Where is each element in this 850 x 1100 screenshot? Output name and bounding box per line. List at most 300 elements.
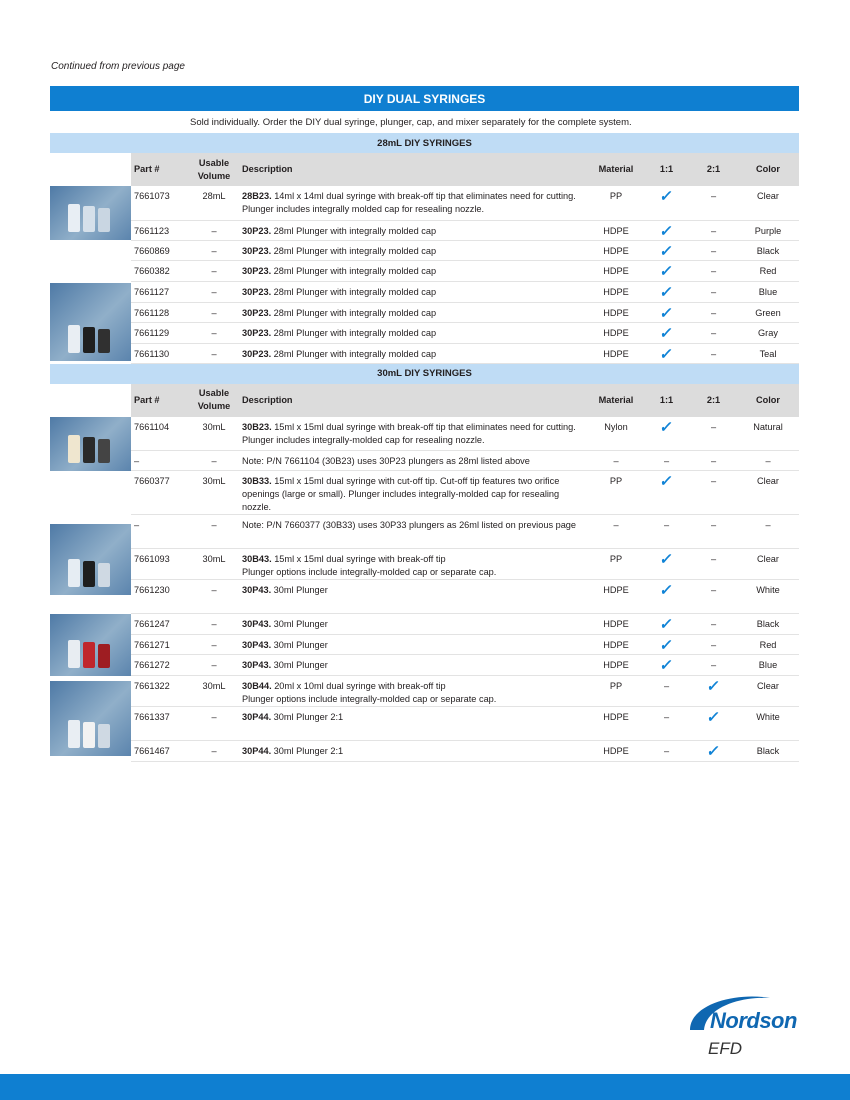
material: HDPE [589, 302, 643, 322]
ratio-1-1 [643, 549, 690, 580]
description-line1 [242, 190, 586, 203]
description-text: 30ml Plunger 2:1 [271, 746, 344, 756]
color-value: – [737, 515, 799, 549]
table-row [50, 322, 799, 343]
color-value: Gray [737, 322, 799, 343]
description-line1 [242, 553, 586, 566]
table-row [50, 655, 799, 676]
dash-mark: – [663, 520, 670, 530]
ratio-2-1 [690, 302, 737, 322]
part-number: 7661337 [131, 707, 189, 741]
ratio-1-1 [643, 417, 690, 451]
product-code: 30B23. [242, 421, 272, 432]
image-wrap [50, 417, 131, 471]
dash-mark: – [710, 265, 717, 276]
dash-mark: – [710, 520, 717, 530]
image-wrap [50, 186, 131, 240]
color-value: Teal [737, 343, 799, 363]
intro-text: Sold individually. Order the DIY dual syringe, plunger, cap, and mixer separately for the complete system. [190, 116, 632, 128]
syringe-shape [83, 722, 95, 748]
part-number: 7661104 [131, 417, 189, 451]
part-number: – [131, 515, 189, 549]
syringe-shape [83, 642, 95, 668]
part-number: 7661073 [131, 186, 189, 220]
usable-volume: – [189, 322, 239, 343]
usable-volume: 28mL [189, 186, 239, 220]
description-text: 28ml Plunger with integrally molded cap [271, 348, 437, 359]
material: HDPE [589, 655, 643, 676]
description-text: 15ml x 15ml dual syringe with cut-off tip. Cut-off tip features two orifice [271, 476, 560, 486]
dash-mark: – [710, 554, 717, 564]
ratio-2-1 [690, 741, 737, 762]
color-value: Clear [737, 549, 799, 580]
ratio-1-1 [643, 515, 690, 549]
product-code: 28B23. [242, 191, 272, 201]
description [239, 741, 589, 762]
table-header-row [50, 153, 799, 186]
image-wrap [50, 681, 131, 756]
product-code: 30B44. [242, 681, 272, 691]
product-code: 30P23. [242, 327, 272, 338]
description [239, 260, 589, 281]
description [239, 322, 589, 343]
syringe-shape [98, 208, 110, 232]
usable-volume: – [189, 220, 239, 240]
description-text: 28ml Plunger with integrally molded cap [271, 225, 437, 236]
color-value: Clear [737, 471, 799, 515]
part-number: 7661230 [131, 580, 189, 614]
product-table [50, 153, 799, 364]
product-code: 30P23. [242, 265, 272, 276]
dash-mark: – [710, 191, 717, 201]
syringe-shape [68, 325, 80, 353]
description [239, 220, 589, 240]
checkmark-icon: ✓ [658, 304, 675, 322]
table-row [50, 240, 799, 260]
header-material: Material [589, 384, 643, 417]
dash-mark: – [663, 746, 670, 756]
dash-mark: – [710, 619, 717, 629]
checkmark-icon: ✓ [658, 582, 675, 599]
table-row [50, 549, 799, 580]
page-title: DIY DUAL SYRINGES [50, 86, 799, 111]
checkmark-icon: ✓ [705, 678, 722, 695]
table-row [50, 343, 799, 363]
description-text: 15ml x 15ml dual syringe with break-off tip that eliminates need for cutting. [271, 421, 576, 432]
header-image-cell [50, 153, 131, 186]
usable-volume: 30mL [189, 549, 239, 580]
checkmark-icon: ✓ [705, 743, 722, 760]
header-volume-line1: Usable [198, 157, 230, 168]
description-line1 [242, 475, 586, 488]
usable-volume: – [189, 302, 239, 322]
ratio-1-1 [643, 580, 690, 614]
usable-volume: – [189, 580, 239, 614]
image-cell [50, 260, 131, 363]
syringe-shape [68, 435, 80, 463]
material: HDPE [589, 220, 643, 240]
description-text: 28ml Plunger with integrally molded cap [271, 327, 437, 338]
ratio-1-1 [643, 707, 690, 741]
syringe-shape [83, 327, 95, 353]
usable-volume: – [189, 741, 239, 762]
part-number: 7661247 [131, 614, 189, 635]
part-number: 7660382 [131, 260, 189, 281]
ratio-1-1 [643, 322, 690, 343]
product-sections [50, 133, 799, 762]
usable-volume: – [189, 451, 239, 471]
color-value: Black [737, 741, 799, 762]
description-line1 [242, 584, 586, 597]
material: HDPE [589, 580, 643, 614]
description [239, 471, 589, 515]
ratio-2-1 [690, 343, 737, 363]
material: HDPE [589, 240, 643, 260]
section-title: 30mL DIY SYRINGES [50, 364, 799, 384]
color-value: Red [737, 260, 799, 281]
ratio-1-1 [643, 655, 690, 676]
usable-volume: – [189, 260, 239, 281]
description-line2: Plunger options include integrally-molded cap or separate cap. [242, 694, 497, 704]
description [239, 451, 589, 471]
header-volume-line1: Usable [198, 388, 230, 398]
description [239, 707, 589, 741]
description-line1 [242, 455, 586, 468]
description-text: Note: P/N 7660377 (30B33) uses 30P33 plungers as 26ml listed on previous page [242, 520, 577, 530]
image-cell [50, 614, 131, 676]
description [239, 655, 589, 676]
product-code: 30P44. [242, 712, 272, 722]
syringe-shape [98, 644, 110, 668]
ratio-2-1 [690, 707, 737, 741]
image-cell [50, 471, 131, 614]
description-line1 [242, 265, 586, 278]
dash-mark: – [710, 245, 717, 256]
header-volume-line2: Volume [197, 401, 231, 411]
ratio-2-1 [690, 451, 737, 471]
ratio-2-1 [690, 281, 737, 302]
material: HDPE [589, 635, 643, 655]
description [239, 302, 589, 322]
table-row [50, 260, 799, 281]
product-code: 30P43. [242, 585, 272, 595]
description [239, 515, 589, 549]
dash-mark: – [710, 585, 717, 595]
image-cell [50, 186, 131, 240]
nordson-logo [684, 992, 802, 1062]
header-image-cell [50, 384, 131, 417]
product-code: 30P23. [242, 286, 272, 297]
color-value: Black [737, 614, 799, 635]
dash-mark: – [663, 456, 670, 466]
ratio-1-1 [643, 471, 690, 515]
ratio-1-1 [643, 260, 690, 281]
description-text: 15ml x 15ml dual syringe with break-off tip [271, 554, 446, 564]
description-line1 [242, 639, 586, 652]
image-cell [50, 240, 131, 260]
dash-mark: – [710, 307, 717, 318]
product-code: 30P43. [242, 640, 272, 650]
description-line1 [242, 680, 586, 693]
description [239, 580, 589, 614]
description [239, 676, 589, 707]
description-line2: Plunger includes integrally-molded cap for resealing nozzle. [242, 434, 485, 445]
header-volume [189, 384, 239, 417]
part-number: 7661128 [131, 302, 189, 322]
description-line2: openings (large or small). Plunger includes integrally-molded cap for resealing nozzle. [242, 489, 560, 512]
color-value: – [737, 451, 799, 471]
header-part: Part # [131, 384, 189, 417]
description-line2: Plunger options include integrally-molded cap or separate cap. [242, 567, 497, 577]
syringe-shape [68, 640, 80, 668]
header-description: Description [239, 153, 589, 186]
material: HDPE [589, 741, 643, 762]
part-number: 7661093 [131, 549, 189, 580]
dash-mark: – [663, 681, 670, 691]
checkmark-icon: ✓ [658, 637, 675, 654]
part-number: 7660869 [131, 240, 189, 260]
description-text: 30ml Plunger [271, 660, 328, 670]
dash-mark: – [710, 225, 717, 236]
checkmark-icon: ✓ [658, 283, 675, 301]
material: – [589, 515, 643, 549]
ratio-1-1 [643, 220, 690, 240]
checkmark-icon: ✓ [705, 709, 722, 726]
table-row [50, 281, 799, 302]
description-line1 [242, 421, 586, 434]
product-code: 30B43. [242, 554, 272, 564]
syringe-shape [68, 204, 80, 232]
header-description: Description [239, 384, 589, 417]
material: PP [589, 186, 643, 220]
description [239, 343, 589, 363]
description [239, 240, 589, 260]
description-line2: Plunger includes integrally molded cap for resealing nozzle. [242, 204, 485, 214]
description-line1 [242, 745, 586, 758]
material: HDPE [589, 707, 643, 741]
checkmark-icon: ✓ [658, 551, 675, 568]
dash-mark: – [710, 660, 717, 670]
syringe-shape [68, 720, 80, 748]
product-photo [50, 240, 131, 260]
color-value: Blue [737, 655, 799, 676]
ratio-2-1 [690, 614, 737, 635]
part-number: 7661467 [131, 741, 189, 762]
part-number: 7661129 [131, 322, 189, 343]
product-code: 30B33. [242, 476, 272, 486]
description-line1 [242, 348, 586, 361]
image-wrap [50, 614, 131, 676]
color-value: Red [737, 635, 799, 655]
checkmark-icon: ✓ [658, 242, 675, 260]
material: HDPE [589, 281, 643, 302]
product-code: 30P23. [242, 348, 272, 359]
section-title: 28mL DIY SYRINGES [50, 133, 799, 153]
logo-wordmark: Nordson [710, 1008, 797, 1033]
product-code: 30P43. [242, 660, 272, 670]
image-wrap [50, 490, 131, 595]
product-code: 30P23. [242, 245, 272, 256]
table-row [50, 451, 799, 471]
usable-volume: – [189, 655, 239, 676]
color-value: Clear [737, 186, 799, 220]
usable-volume: 30mL [189, 676, 239, 707]
ratio-1-1 [643, 614, 690, 635]
ratio-1-1 [643, 451, 690, 471]
continued-note: Continued from previous page [51, 61, 185, 72]
description-text: 28ml Plunger with integrally molded cap [271, 265, 437, 276]
ratio-1-1 [643, 186, 690, 220]
material: PP [589, 471, 643, 515]
ratio-2-1 [690, 580, 737, 614]
ratio-1-1 [643, 741, 690, 762]
part-number: 7661123 [131, 220, 189, 240]
header-volume [189, 153, 239, 186]
dash-mark: – [710, 421, 717, 432]
table-row [50, 580, 799, 614]
header-ratio-1-1: 1:1 [643, 153, 690, 186]
syringe-shape [98, 724, 110, 748]
table-row [50, 741, 799, 762]
material: – [589, 451, 643, 471]
color-value: White [737, 707, 799, 741]
ratio-2-1 [690, 322, 737, 343]
description-text: 30ml Plunger [271, 585, 328, 595]
header-material: Material [589, 153, 643, 186]
usable-volume: 30mL [189, 417, 239, 451]
checkmark-icon: ✓ [658, 616, 675, 633]
table-row [50, 707, 799, 741]
description-text: 30ml Plunger 2:1 [271, 712, 344, 722]
image-wrap [50, 262, 131, 361]
description [239, 417, 589, 451]
table-row [50, 186, 799, 220]
ratio-1-1 [643, 281, 690, 302]
usable-volume: – [189, 515, 239, 549]
part-number: – [131, 451, 189, 471]
material: PP [589, 549, 643, 580]
product-code: 30P23. [242, 307, 272, 318]
product-photo [50, 681, 131, 756]
ratio-1-1 [643, 676, 690, 707]
description [239, 186, 589, 220]
description [239, 635, 589, 655]
image-wrap [50, 240, 131, 260]
table-row [50, 635, 799, 655]
dash-mark: – [710, 286, 717, 297]
header-ratio-1-1: 1:1 [643, 384, 690, 417]
product-code: 30P44. [242, 746, 272, 756]
product-photo [50, 186, 131, 240]
usable-volume: – [189, 635, 239, 655]
product-photo [50, 614, 131, 676]
ratio-1-1 [643, 635, 690, 655]
description [239, 614, 589, 635]
checkmark-icon: ✓ [658, 324, 675, 342]
ratio-2-1 [690, 676, 737, 707]
description-text: 20ml x 10ml dual syringe with break-off tip [271, 681, 446, 691]
ratio-1-1 [643, 240, 690, 260]
dash-mark: – [710, 327, 717, 338]
material: HDPE [589, 343, 643, 363]
description [239, 549, 589, 580]
dash-mark: – [710, 456, 717, 466]
header-color: Color [737, 384, 799, 417]
description-text: 28ml Plunger with integrally molded cap [271, 286, 437, 297]
description-line1 [242, 519, 586, 532]
product-photo [50, 524, 131, 595]
description-text: Note: P/N 7661104 (30B23) uses 30P23 plungers as 28ml listed above [242, 456, 530, 466]
dash-mark: – [663, 712, 670, 722]
dash-mark: – [710, 348, 717, 359]
syringe-shape [98, 439, 110, 463]
dash-mark: – [710, 640, 717, 650]
ratio-2-1 [690, 220, 737, 240]
header-part: Part # [131, 153, 189, 186]
image-cell [50, 676, 131, 762]
usable-volume: – [189, 707, 239, 741]
color-value: Purple [737, 220, 799, 240]
checkmark-icon: ✓ [658, 222, 675, 240]
header-ratio-2-1: 2:1 [690, 153, 737, 186]
description-line1 [242, 245, 586, 258]
usable-volume: 30mL [189, 471, 239, 515]
description-line1 [242, 286, 586, 299]
part-number: 7661130 [131, 343, 189, 363]
material: HDPE [589, 614, 643, 635]
product-sheet [50, 86, 799, 762]
ratio-2-1 [690, 515, 737, 549]
color-value: Blue [737, 281, 799, 302]
ratio-2-1 [690, 655, 737, 676]
part-number: 7661272 [131, 655, 189, 676]
ratio-1-1 [643, 302, 690, 322]
color-value: Black [737, 240, 799, 260]
dash-mark: – [710, 476, 717, 486]
description-line1 [242, 618, 586, 631]
table-row [50, 302, 799, 322]
description-line1 [242, 327, 586, 340]
product-table [50, 384, 799, 763]
part-number: 7661271 [131, 635, 189, 655]
product-photo [50, 283, 131, 361]
part-number: 7660377 [131, 471, 189, 515]
table-row [50, 515, 799, 549]
ratio-2-1 [690, 260, 737, 281]
material: HDPE [589, 322, 643, 343]
header-ratio-2-1: 2:1 [690, 384, 737, 417]
ratio-2-1 [690, 417, 737, 451]
ratio-2-1 [690, 471, 737, 515]
syringe-shape [83, 206, 95, 232]
table-row [50, 676, 799, 707]
usable-volume: – [189, 281, 239, 302]
part-number: 7661127 [131, 281, 189, 302]
ratio-2-1 [690, 635, 737, 655]
product-code: 30P23. [242, 225, 272, 236]
description-text: 28ml Plunger with integrally molded cap [271, 307, 437, 318]
table-row [50, 471, 799, 515]
description-line1 [242, 711, 586, 724]
description-text: 28ml Plunger with integrally molded cap [271, 245, 437, 256]
syringe-shape [83, 561, 95, 587]
syringe-shape [68, 559, 80, 587]
footer-bar [0, 1074, 850, 1100]
ratio-2-1 [690, 186, 737, 220]
color-value: White [737, 580, 799, 614]
checkmark-icon: ✓ [658, 345, 675, 363]
table-row [50, 614, 799, 635]
